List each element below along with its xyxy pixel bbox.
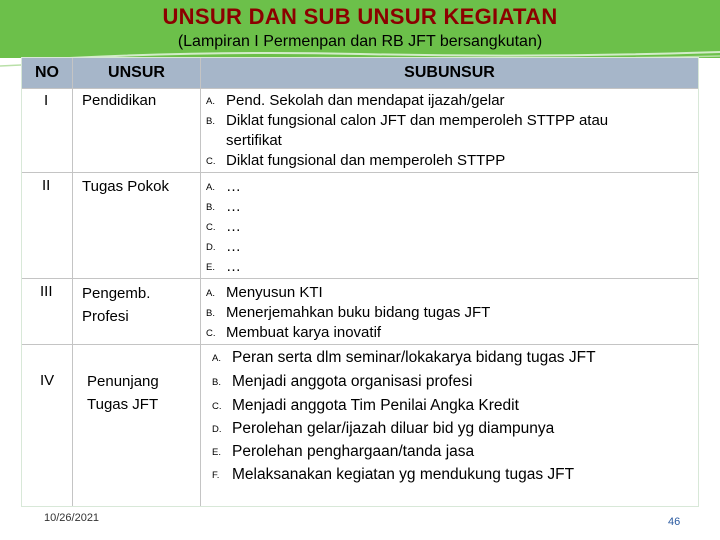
- list-item: D. …: [206, 238, 241, 255]
- unsur-cell: Tugas Pokok: [82, 178, 169, 195]
- column-divider: [200, 58, 201, 506]
- list-item: D. Perolehan gelar/ijazah diluar bid yg diampunya: [212, 420, 555, 437]
- list-item: E. Perolehan penghargaan/tanda jasa: [212, 443, 475, 460]
- page-number: 46: [668, 516, 681, 528]
- list-item: B. Diklat fungsional calon JFT dan memperoleh STTPP atau: [206, 112, 609, 129]
- slide-subtitle: (Lampiran I Permenpan dan RB JFT bersangkutan): [177, 33, 543, 50]
- list-item: F. Melaksanakan kegiatan yg mendukung tugas JFT: [212, 466, 575, 483]
- list-item: A. Menyusun KTI: [206, 284, 323, 301]
- unsur-cell: Pendidikan: [82, 92, 157, 109]
- row-number: I: [44, 92, 49, 109]
- list-item: B. Menjadi anggota organisasi profesi: [212, 373, 473, 390]
- list-item: B. …: [206, 198, 241, 215]
- list-item: E. …: [206, 258, 241, 275]
- list-item: B. Menerjemahkan buku bidang tugas JFT: [206, 304, 491, 321]
- row-number: II: [42, 177, 51, 194]
- list-item: C. Membuat karya inovatif: [206, 324, 382, 341]
- row-divider: [22, 172, 698, 173]
- row-number: IV: [40, 372, 55, 389]
- list-item: A. Peran serta dlm seminar/lokakarya bidang tugas JFT: [212, 349, 596, 366]
- list-item: A. …: [206, 178, 241, 195]
- row-number: III: [40, 283, 53, 300]
- footer-date: 10/26/2021: [44, 512, 100, 524]
- list-item: C. Diklat fungsional dan memperoleh STTPP: [206, 152, 506, 169]
- header-unsur: UNSUR: [73, 58, 200, 88]
- list-item: sertifikat: [226, 132, 282, 149]
- header-subunsur: SUBUNSUR: [201, 58, 698, 88]
- unsur-cell: Penunjang Tugas JFT: [87, 373, 159, 413]
- column-divider: [72, 58, 73, 506]
- header-no: NO: [22, 58, 72, 88]
- list-item: A. Pend. Sekolah dan mendapat ijazah/gelar: [206, 92, 505, 109]
- unsur-cell: Pengemb. Profesi: [82, 285, 151, 325]
- slide-title: UNSUR DAN SUB UNSUR KEGIATAN: [162, 4, 558, 29]
- row-divider: [22, 278, 698, 279]
- list-item: C. …: [206, 218, 241, 235]
- list-item: C. Menjadi anggota Tim Penilai Angka Kredit: [212, 397, 519, 414]
- row-divider: [22, 344, 698, 345]
